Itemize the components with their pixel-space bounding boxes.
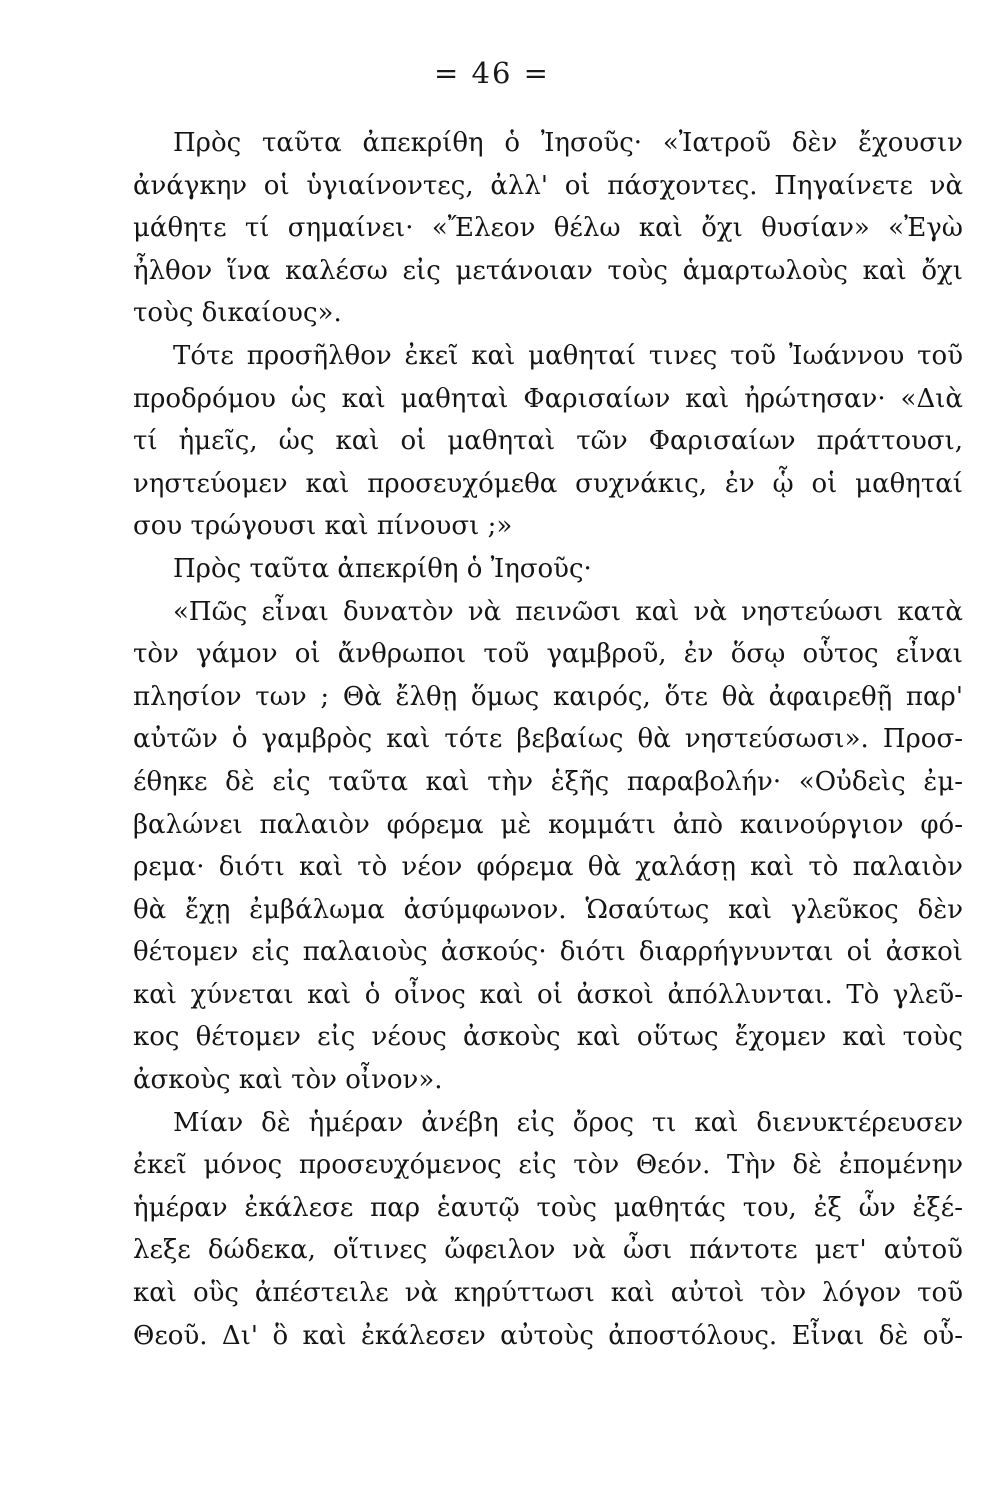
text-line: βαλώνει παλαιὸν φόρεμα μὲ κομμάτι ἀπὸ καινούργιον φό- [133, 809, 963, 840]
text-line: κος θέτομεν εἰς νέους ἀσκοὺς καὶ οὕτως ἔχομεν καὶ τοὺς [133, 1022, 963, 1053]
page-number: = 46 = [434, 56, 550, 90]
text-line: ρεμα· διότι καὶ τὸ νέον φόρεμα θὰ χαλάσῃ καὶ τὸ παλαιὸν [133, 852, 963, 883]
text-line: «Πῶς εἶναι δυνατὸν νὰ πεινῶσι καὶ νὰ νηστεύωσι κατὰ [173, 596, 963, 627]
text-line: θὰ ἔχῃ ἐμβάλωμα ἀσύμφωνον. Ὡσαύτως καὶ γλεῦκος δὲν [133, 894, 963, 925]
text-line: λεξε δώδεκα, οἵτινες ὤφειλον νὰ ὦσι πάντοτε μετ' αὐτοῦ [133, 1235, 963, 1266]
text-line: τοὺς δικαίους». [133, 298, 342, 329]
text-line: πλησίον των ; Θὰ ἔλθῃ ὅμως καιρός, ὅτε θὰ ἀφαιρεθῇ παρ' [133, 681, 963, 712]
text-line: ἡμέραν ἐκάλεσε παρ ἑαυτῷ τοὺς μαθητάς του, ἐξ ὧν ἐξέ- [133, 1192, 963, 1223]
text-line: Θεοῦ. Δι' ὃ καὶ ἐκάλεσεν αὐτοὺς ἀποστόλους. Εἶναι δὲ οὗ- [133, 1320, 963, 1351]
text-line: ἀνάγκην οἱ ὑγιαίνοντες, ἀλλ' οἱ πάσχοντες. Πηγαίνετε νὰ [133, 170, 963, 201]
body-text [133, 122, 963, 1357]
text-line: Πρὸς ταῦτα ἀπεκρίθη ὁ Ἰησοῦς· [173, 553, 592, 584]
text-line: Μίαν δὲ ἡμέραν ἀνέβη εἰς ὄρος τι καὶ διενυκτέρευσεν [173, 1107, 963, 1138]
text-line: ἦλθον ἵνα καλέσω εἰς μετάνοιαν τοὺς ἁμαρτωλοὺς καὶ ὄχι [133, 255, 963, 286]
text-line: τί ἡμεῖς, ὡς καὶ οἱ μαθηταὶ τῶν Φαρισαίων πράττουσι, [133, 426, 963, 457]
text-line: ἐκεῖ μόνος προσευχόμενος εἰς τὸν Θεόν. Τὴν δὲ ἐπομένην [133, 1150, 963, 1181]
text-line: προδρόμου ὡς καὶ μαθηταὶ Φαρισαίων καὶ ἠρώτησαν· «Διὰ [133, 383, 963, 414]
text-line: τὸν γάμον οἱ ἄνθρωποι τοῦ γαμβροῦ, ἐν ὅσῳ οὗτος εἶναι [133, 639, 963, 670]
text-line: μάθητε τί σημαίνει· «Ἔλεον θέλω καὶ ὄχι θυσίαν» «Ἐγὼ [133, 213, 963, 244]
text-line: καὶ οὓς ἀπέστειλε νὰ κηρύττωσι καὶ αὐτοὶ τὸν λόγον τοῦ [133, 1278, 963, 1309]
text-line: ἀσκοὺς καὶ τὸν οἶνον». [133, 1065, 443, 1096]
text-line: Πρὸς ταῦτα ἀπεκρίθη ὁ Ἰησοῦς· «Ἰατροῦ δὲν ἔχουσιν [173, 128, 963, 158]
text-line: αὐτῶν ὁ γαμβρὸς καὶ τότε βεβαίως θὰ νηστεύσωσι». Προσ- [133, 724, 963, 755]
text-line: έθηκε δὲ εἰς ταῦτα καὶ τὴν ἑξῆς παραβολήν· «Οὐδεὶς ἐμ- [133, 766, 963, 797]
text-line: καὶ χύνεται καὶ ὁ οἶνος καὶ οἱ ἀσκοὶ ἀπόλλυνται. Τὸ γλεῦ- [133, 979, 963, 1010]
text-line: θέτομεν εἰς παλαιοὺς ἀσκούς· διότι διαρρήγνυνται οἱ ἀσκοὶ [133, 937, 963, 968]
text-line: νηστεύομεν καὶ προσευχόμεθα συχνάκις, ἐν ᾧ οἱ μαθηταί [133, 468, 963, 499]
text-line: σου τρώγουσι καὶ πίνουσι ;» [133, 511, 513, 542]
text-line: Τότε προσῆλθον ἐκεῖ καὶ μαθηταί τινες τοῦ Ἰωάννου τοῦ [173, 340, 963, 371]
